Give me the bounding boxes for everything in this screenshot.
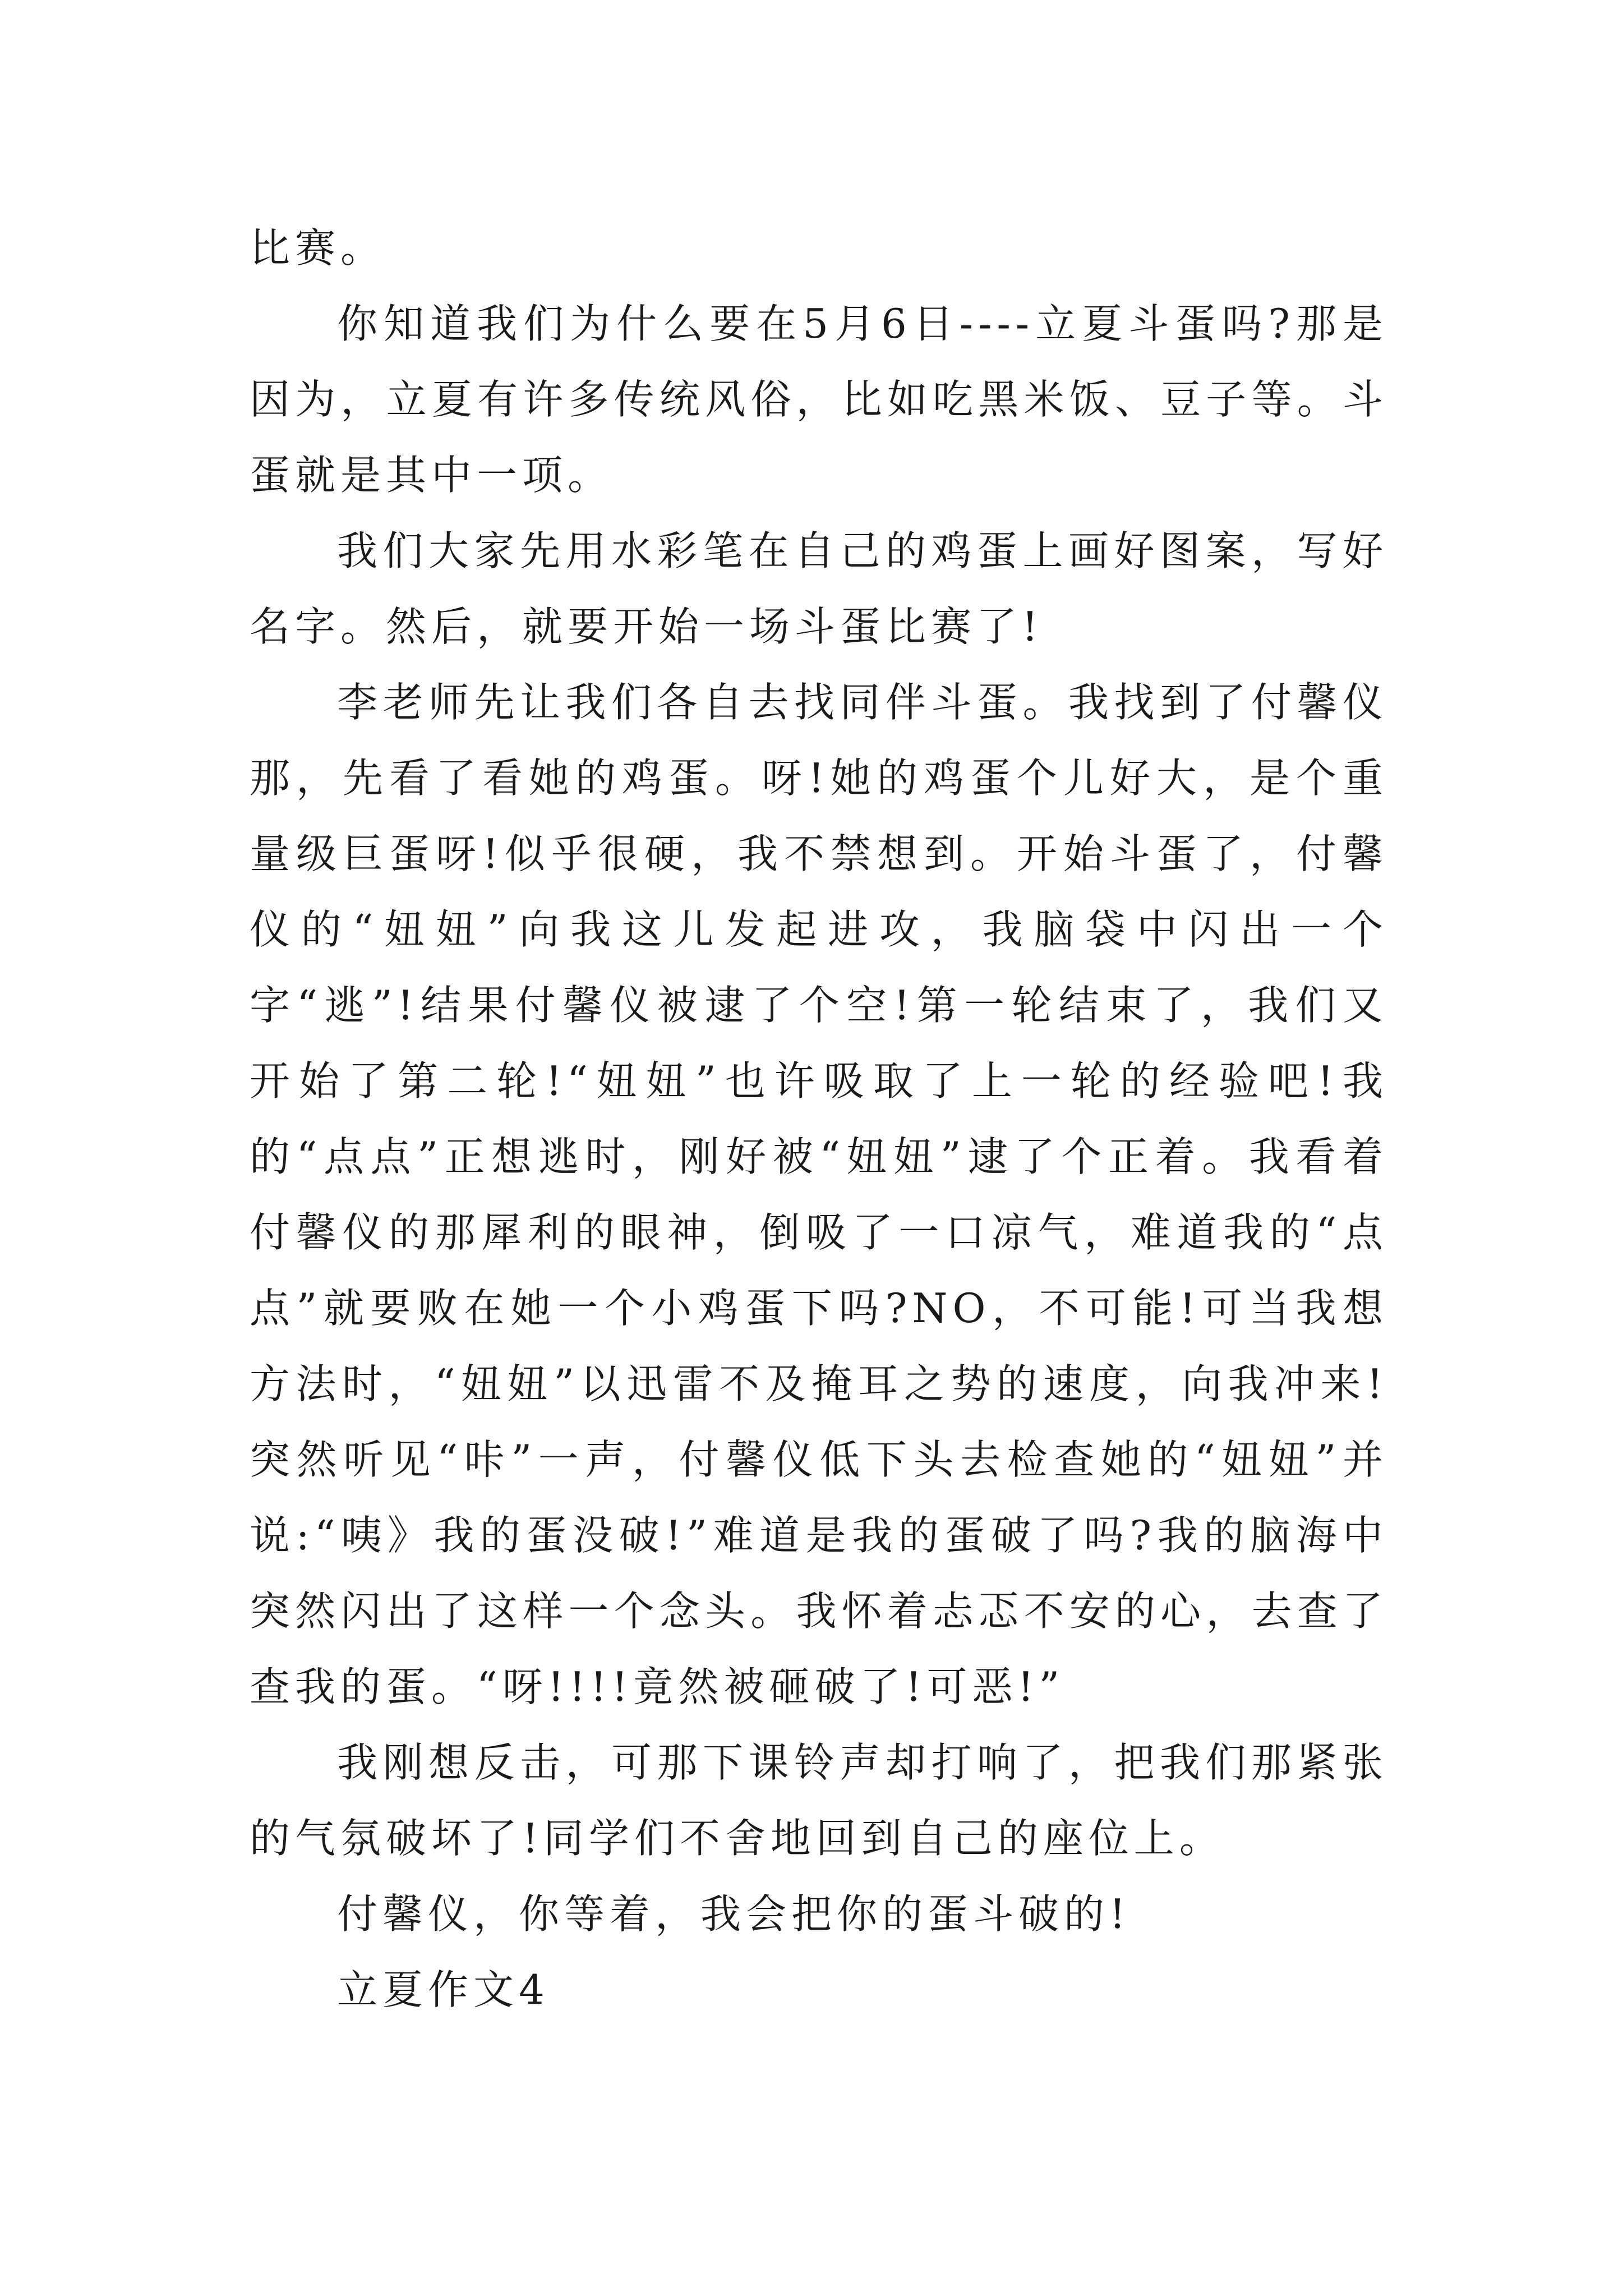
paragraph-1: 比赛。: [250, 224, 386, 272]
paragraph-6: 付馨仪，你等着，我会把你的蛋斗破的!: [337, 1890, 1131, 1938]
document-body: [250, 210, 1388, 2028]
paragraph-2: 你知道我们为什么要在5月6日----立夏斗蛋吗?那是因为，立夏有许多传统风俗，比如吃黑米饭、豆子等。斗蛋就是其中一项。: [250, 300, 1388, 499]
section-heading: 立夏作文4: [337, 1966, 550, 2013]
paragraph-3: 我们大家先用水彩笔在自己的鸡蛋上画好图案，写好名字。然后，就要开始一场斗蛋比赛了!: [250, 527, 1388, 650]
paragraph-5: 我刚想反击，可那下课铃声却打响了，把我们那紧张的气氛破坏了!同学们不舍地回到自己的座位上。: [250, 1739, 1388, 1862]
paragraph-4: 李老师先让我们各自去找同伴斗蛋。我找到了付馨仪那，先看了看她的鸡蛋。呀!她的鸡蛋个儿好大，是个重量级巨蛋呀!似乎很硬，我不禁想到。开始斗蛋了，付馨仪的“妞妞”向我这儿发起进攻，我脑袋中闪出一个字“逃”!结果付馨仪被逮了个空!第一轮结束了，我们又开始了第二轮!“妞妞”也许吸取了上一轮的经验吧!我的“点点”正想逃时，刚好被“妞妞”逮了个正着。我看着付馨仪的那犀利的眼神，倒吸了一口凉气，难道我的“点点”就要败在她一个小鸡蛋下吗?NO，不可能!可当我想方法时，“妞妞”以迅雷不及掩耳之势的速度，向我冲来!突然听见“咔”一声，付馨仪低下头去检查她的“妞妞”并说:“咦》我的蛋没破!”难道是我的蛋破了吗?我的脑海中突然闪出了这样一个念头。我怀着忐忑不安的心，去查了查我的蛋。“呀!!!!竟然被砸破了!可恶!”: [250, 679, 1388, 1710]
